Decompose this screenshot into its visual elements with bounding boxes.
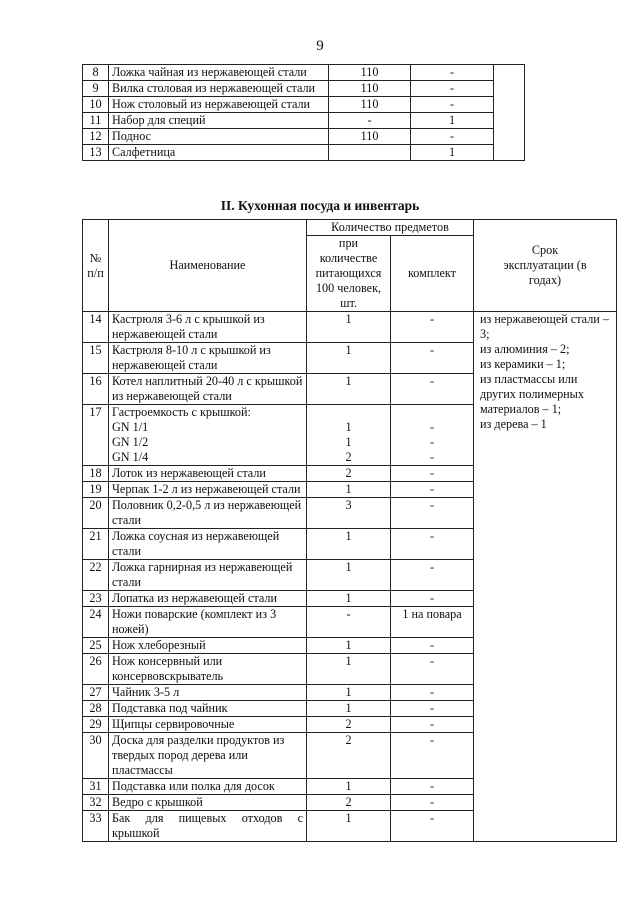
- cell-qty: 110: [329, 129, 411, 145]
- cell-kit: -: [391, 795, 474, 811]
- table-tableware-body: [83, 65, 525, 161]
- cell-qty: 1: [307, 685, 391, 701]
- cell-kit: 1 на повара: [391, 607, 474, 638]
- cell-num: 9: [83, 81, 109, 97]
- cell-kit: -: [391, 779, 474, 795]
- cell-qty: 2: [307, 795, 391, 811]
- cell-kit: -: [391, 701, 474, 717]
- header-name: Наименование: [109, 220, 307, 312]
- table-row: [83, 97, 525, 113]
- cell-name: Доска для разделки продуктов из твердых пород дерева или пластмассы: [109, 733, 307, 779]
- cell-name: Салфетница: [109, 145, 329, 161]
- table-header-row: [83, 220, 617, 236]
- sub-item-kit: -: [429, 450, 435, 464]
- cell-kit: -: [411, 97, 494, 113]
- term-line: из пластмассы или других полимерных материалов – 1;: [480, 372, 584, 416]
- cell-num: 12: [83, 129, 109, 145]
- cell-qty: [307, 405, 391, 466]
- cell-qty: 1: [307, 482, 391, 498]
- cell-name: Поднос: [109, 129, 329, 145]
- cell-kit: -: [391, 529, 474, 560]
- sub-item-qty: 1: [345, 435, 352, 449]
- cell-kit: -: [391, 638, 474, 654]
- cell-name: Ложка гарнирная из нержавеющей стали: [109, 560, 307, 591]
- sub-item-name: GN 1/1: [112, 420, 149, 434]
- cell-num: 27: [83, 685, 109, 701]
- cell-name: Котел наплитный 20-40 л с крышкой из нержавеющей стали: [109, 374, 307, 405]
- cell-qty: 110: [329, 65, 411, 81]
- cell-qty: -: [329, 113, 411, 129]
- cell-kit: -: [391, 498, 474, 529]
- header-quantity-group: Количество предметов: [307, 220, 474, 236]
- cell-qty: 1: [307, 312, 391, 343]
- table-tableware: [82, 64, 525, 161]
- cell-kit: 1: [411, 145, 494, 161]
- cell-num: 10: [83, 97, 109, 113]
- cell-name: Бак для пищевых отходов с крышкой: [109, 811, 307, 842]
- cell-name: Щипцы сервировочные: [109, 717, 307, 733]
- cell-kit: -: [411, 129, 494, 145]
- cell-kit: [391, 405, 474, 466]
- cell-name: Чайник 3-5 л: [109, 685, 307, 701]
- cell-num: 23: [83, 591, 109, 607]
- cell-num: 22: [83, 560, 109, 591]
- cell-num: 32: [83, 795, 109, 811]
- cell-name: Подставка или полка для досок: [109, 779, 307, 795]
- header-kit: комплект: [391, 236, 474, 312]
- table-row: [83, 65, 525, 81]
- cell-qty: 1: [307, 591, 391, 607]
- page-number: 9: [316, 38, 324, 54]
- cell-num: 15: [83, 343, 109, 374]
- sub-item-name: GN 1/4: [112, 450, 149, 464]
- cell-kit: -: [391, 374, 474, 405]
- cell-num: 30: [83, 733, 109, 779]
- cell-qty: 1: [307, 529, 391, 560]
- cell-num: 28: [83, 701, 109, 717]
- sub-item-name: GN 1/2: [112, 435, 149, 449]
- term-line: из дерева – 1: [480, 417, 547, 431]
- table-row: [83, 81, 525, 97]
- cell-term: [474, 312, 617, 842]
- cell-term-empty: [494, 65, 525, 161]
- cell-name: Набор для специй: [109, 113, 329, 129]
- cell-kit: -: [391, 312, 474, 343]
- cell-kit: -: [411, 81, 494, 97]
- cell-qty: 110: [329, 97, 411, 113]
- cell-num: 20: [83, 498, 109, 529]
- cell-name: Нож консервный или консервовскрыватель: [109, 654, 307, 685]
- cell-qty: 1: [307, 811, 391, 842]
- cell-qty: -: [307, 607, 391, 638]
- cell-qty: 1: [307, 560, 391, 591]
- term-line: из алюминия – 2;: [480, 342, 570, 356]
- item-name: Гастроемкость с крышкой:: [112, 405, 251, 419]
- sub-item-kit: -: [429, 420, 435, 434]
- cell-kit: -: [391, 560, 474, 591]
- sub-item-qty: 2: [345, 450, 352, 464]
- cell-num: 24: [83, 607, 109, 638]
- cell-name: Ведро с крышкой: [109, 795, 307, 811]
- cell-qty: 1: [307, 779, 391, 795]
- cell-kit: -: [391, 343, 474, 374]
- table-row: [83, 129, 525, 145]
- cell-qty: 1: [307, 638, 391, 654]
- cell-num: 11: [83, 113, 109, 129]
- cell-name: Половник 0,2-0,5 л из нержавеющей стали: [109, 498, 307, 529]
- cell-qty: 2: [307, 733, 391, 779]
- section-title: II. Кухонная посуда и инвентарь: [220, 198, 420, 213]
- cell-num: 21: [83, 529, 109, 560]
- cell-num: 14: [83, 312, 109, 343]
- cell-qty: 2: [307, 466, 391, 482]
- cell-kit: -: [391, 685, 474, 701]
- cell-qty: 3: [307, 498, 391, 529]
- cell-kit: -: [391, 733, 474, 779]
- spacer: [310, 405, 387, 420]
- cell-num: 31: [83, 779, 109, 795]
- term-line: из керамики – 1;: [480, 357, 566, 371]
- cell-num: 17: [83, 405, 109, 466]
- cell-name: [109, 405, 307, 466]
- cell-name: Черпак 1-2 л из нержавеющей стали: [109, 482, 307, 498]
- cell-num: 29: [83, 717, 109, 733]
- cell-kit: -: [391, 811, 474, 842]
- cell-qty: 1: [307, 701, 391, 717]
- cell-name: Кастрюля 3-6 л с крышкой из нержавеющей стали: [109, 312, 307, 343]
- table-kitchenware: [82, 219, 617, 842]
- cell-qty: 110: [329, 81, 411, 97]
- cell-name: Лопатка из нержавеющей стали: [109, 591, 307, 607]
- cell-kit: 1: [411, 113, 494, 129]
- table-row: [83, 312, 617, 343]
- cell-name: Ложка чайная из нержавеющей стали: [109, 65, 329, 81]
- cell-num: 16: [83, 374, 109, 405]
- cell-kit: -: [391, 717, 474, 733]
- header-term: Срок эксплуатации (в годах): [474, 220, 617, 312]
- cell-num: 33: [83, 811, 109, 842]
- cell-qty: 2: [307, 717, 391, 733]
- cell-name: Кастрюля 8-10 л с крышкой из нержавеющей стали: [109, 343, 307, 374]
- header-num: № п/п: [83, 220, 109, 312]
- header-per-100: при количестве питающихся 100 человек, шт.: [307, 236, 391, 312]
- cell-num: 18: [83, 466, 109, 482]
- cell-qty: 1: [307, 374, 391, 405]
- cell-qty: [329, 145, 411, 161]
- cell-kit: -: [391, 591, 474, 607]
- sub-item-qty: 1: [345, 420, 352, 434]
- cell-num: 13: [83, 145, 109, 161]
- cell-name: Подставка под чайник: [109, 701, 307, 717]
- cell-name: Ножи поварские (комплект из 3 ножей): [109, 607, 307, 638]
- cell-name: Нож столовый из нержавеющей стали: [109, 97, 329, 113]
- term-line: из нержавеющей стали – 3;: [480, 312, 609, 341]
- cell-name: Нож хлеборезный: [109, 638, 307, 654]
- cell-num: 19: [83, 482, 109, 498]
- cell-kit: -: [391, 466, 474, 482]
- cell-name: Лоток из нержавеющей стали: [109, 466, 307, 482]
- cell-name: Ложка соусная из нержавеющей стали: [109, 529, 307, 560]
- cell-kit: -: [391, 654, 474, 685]
- cell-num: 25: [83, 638, 109, 654]
- cell-name: Вилка столовая из нержавеющей стали: [109, 81, 329, 97]
- cell-num: 26: [83, 654, 109, 685]
- table-row: [83, 113, 525, 129]
- table-row: [83, 145, 525, 161]
- cell-kit: -: [391, 482, 474, 498]
- spacer: [394, 405, 470, 420]
- cell-qty: 1: [307, 343, 391, 374]
- table-kitchenware-body: [83, 220, 617, 842]
- sub-item-kit: -: [429, 435, 435, 449]
- cell-qty: 1: [307, 654, 391, 685]
- cell-kit: -: [411, 65, 494, 81]
- cell-num: 8: [83, 65, 109, 81]
